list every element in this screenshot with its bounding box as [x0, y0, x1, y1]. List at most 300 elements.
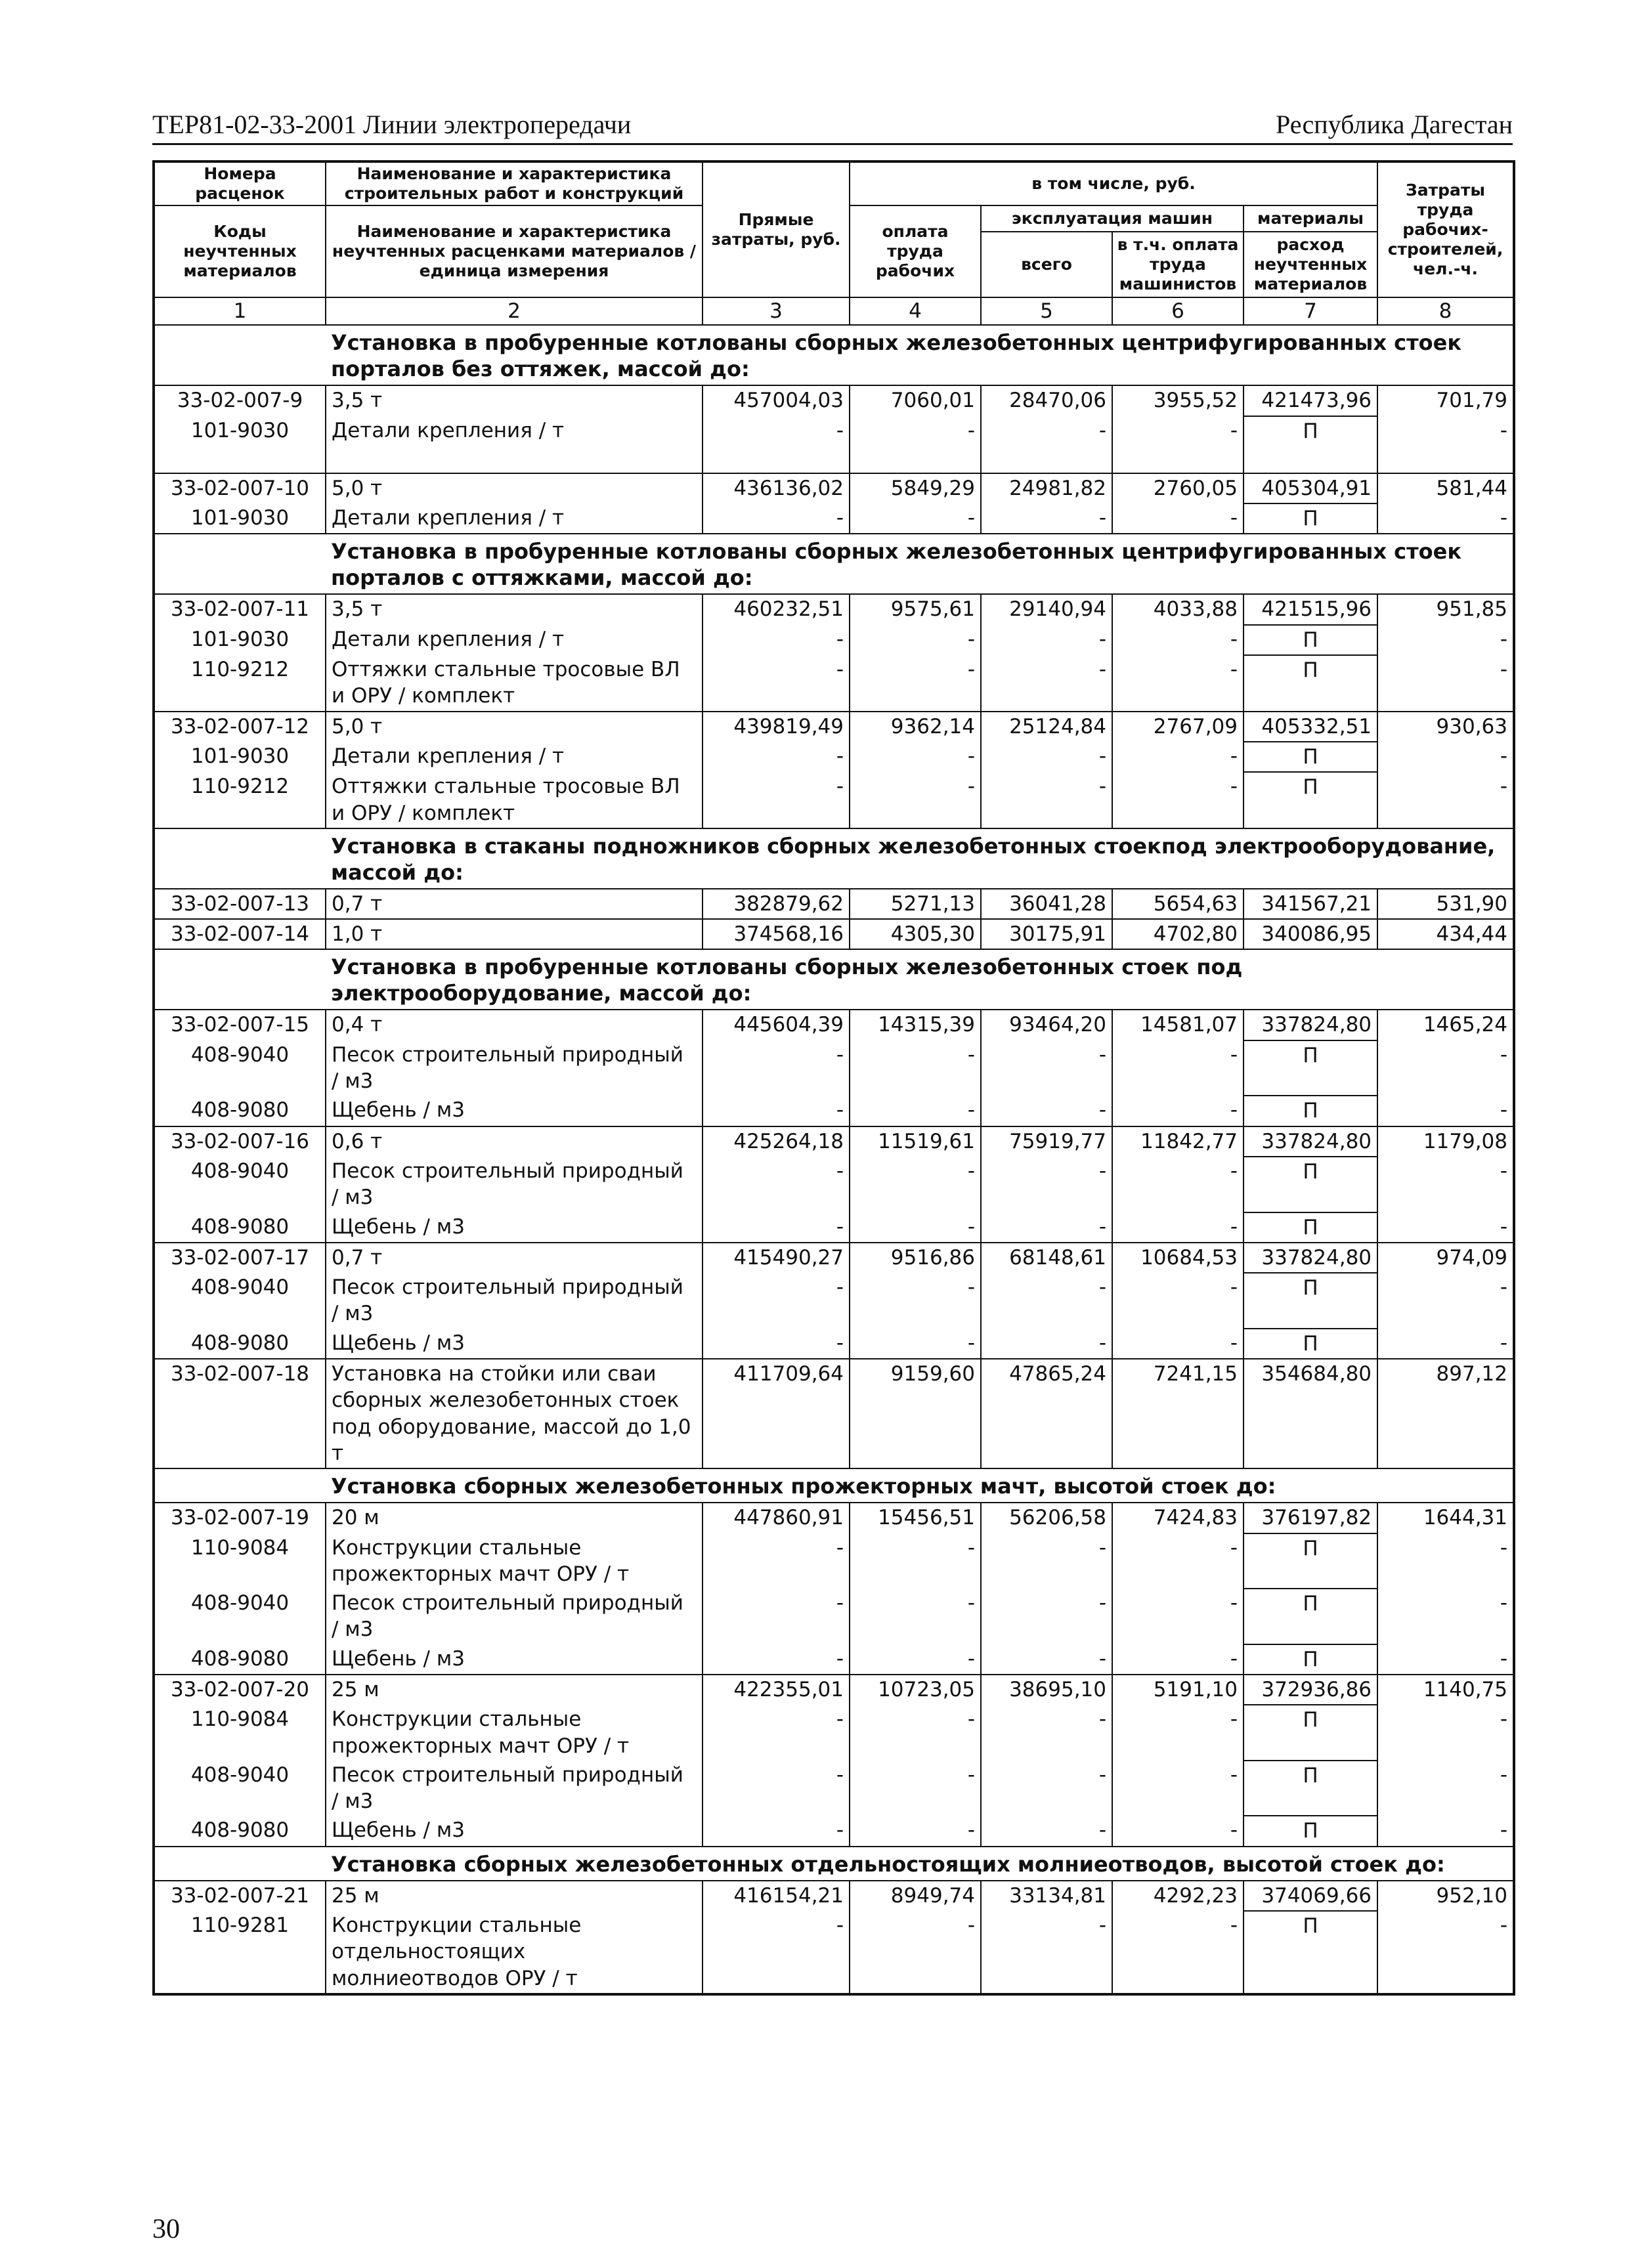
item-name: Щебень / м3: [326, 1096, 703, 1126]
labor-hours: 1465,24: [1377, 1010, 1514, 1040]
spacer-cell: [1112, 446, 1244, 473]
material-row: [154, 1157, 1514, 1212]
labor-hours: -: [1377, 1096, 1514, 1126]
machines-total: -: [981, 742, 1112, 772]
item-name: 25 м: [326, 1675, 703, 1705]
column-number: 4: [850, 297, 981, 325]
direct-costs: 460232,51: [703, 594, 850, 624]
rate-row: [154, 712, 1514, 742]
direct-costs: -: [703, 1911, 850, 1994]
machinist-pay: -: [1112, 1329, 1244, 1359]
column-number: 5: [981, 297, 1112, 325]
worker-pay: -: [850, 1816, 981, 1846]
direct-costs: 425264,18: [703, 1126, 850, 1157]
section-heading-row: [154, 534, 1514, 594]
direct-costs: -: [703, 1157, 850, 1212]
rate-code: 110-9212: [154, 655, 326, 712]
item-name: 3,5 т: [326, 594, 703, 624]
worker-pay: -: [850, 1911, 981, 1994]
header-material-codes: Коды неучтенных материалов: [154, 205, 326, 297]
material-row: [154, 416, 1514, 446]
item-name: Детали крепления / т: [326, 503, 703, 534]
materials-value: 337824,80: [1244, 1010, 1377, 1040]
machinist-pay: -: [1112, 1212, 1244, 1243]
worker-pay: -: [850, 1761, 981, 1816]
section-heading-row: [154, 325, 1514, 385]
material-row: [154, 1212, 1514, 1243]
rate-code: 101-9030: [154, 416, 326, 446]
direct-costs: 457004,03: [703, 385, 850, 416]
header-material-name: Наименование и характеристика неучтенных расценками материалов / единица измерения: [326, 205, 703, 297]
labor-hours: -: [1377, 1644, 1514, 1675]
machinist-pay: -: [1112, 625, 1244, 655]
rate-code: 101-9030: [154, 625, 326, 655]
machinist-pay: 4702,80: [1112, 919, 1244, 949]
rate-code: 33-02-007-21: [154, 1881, 326, 1911]
worker-pay: -: [850, 772, 981, 828]
labor-hours: -: [1377, 1761, 1514, 1816]
materials-value: 421515,96: [1244, 594, 1377, 624]
item-name: Песок строительный природный / м3: [326, 1273, 703, 1329]
rate-code: 33-02-007-19: [154, 1503, 326, 1533]
item-name: Установка на стойки или сваи сборных железобетонных стоек под оборудование, массой до 1,0 т: [326, 1359, 703, 1468]
worker-pay: -: [850, 416, 981, 446]
worker-pay: -: [850, 1533, 981, 1589]
column-number: 2: [326, 297, 703, 325]
rate-code: 408-9040: [154, 1589, 326, 1644]
worker-pay: -: [850, 1273, 981, 1329]
item-name: 5,0 т: [326, 473, 703, 503]
machinist-pay: 4033,88: [1112, 594, 1244, 624]
direct-costs: -: [703, 416, 850, 446]
material-row: [154, 1273, 1514, 1329]
item-name: 0,7 т: [326, 889, 703, 919]
rate-code: 33-02-007-13: [154, 889, 326, 919]
header-machines-total: всего: [981, 232, 1112, 297]
rate-row: [154, 1359, 1514, 1468]
rate-row: [154, 1503, 1514, 1533]
item-name: 0,7 т: [326, 1243, 703, 1273]
machines-total: 56206,58: [981, 1503, 1112, 1533]
labor-hours: 951,85: [1377, 594, 1514, 624]
worker-pay: -: [850, 1157, 981, 1212]
labor-hours: -: [1377, 772, 1514, 828]
worker-pay: 9159,60: [850, 1359, 981, 1468]
section-spacer-cell: [154, 1847, 326, 1881]
running-header: [152, 105, 1513, 145]
machines-total: -: [981, 1816, 1112, 1846]
page-number: 30: [152, 2214, 180, 2244]
machines-total: 33134,81: [981, 1881, 1112, 1911]
direct-costs: 439819,49: [703, 712, 850, 742]
rate-code: 33-02-007-10: [154, 473, 326, 503]
machines-total: 93464,20: [981, 1010, 1112, 1040]
labor-hours: 930,63: [1377, 712, 1514, 742]
worker-pay: 4305,30: [850, 919, 981, 949]
header-work-name: Наименование и характеристика строительных работ и конструкций: [326, 161, 703, 205]
spacer-cell: [981, 446, 1112, 473]
machines-total: 36041,28: [981, 889, 1112, 919]
spacer-cell: [703, 446, 850, 473]
header-rate-numbers: Номера расценок: [154, 161, 326, 205]
direct-costs: -: [703, 1816, 850, 1846]
materials-value: 374069,66: [1244, 1881, 1377, 1911]
materials-value: П: [1244, 742, 1377, 772]
materials-value: 341567,21: [1244, 889, 1377, 919]
direct-costs: -: [703, 1589, 850, 1644]
rate-row: [154, 1881, 1514, 1911]
labor-hours: -: [1377, 1329, 1514, 1359]
rate-code: 33-02-007-15: [154, 1010, 326, 1040]
machines-total: -: [981, 1705, 1112, 1761]
materials-value: 337824,80: [1244, 1243, 1377, 1273]
direct-costs: 416154,21: [703, 1881, 850, 1911]
machines-total: -: [981, 1911, 1112, 1994]
section-spacer-cell: [154, 949, 326, 1010]
machinist-pay: 5654,63: [1112, 889, 1244, 919]
rate-code: 101-9030: [154, 742, 326, 772]
spacer-cell: [1377, 446, 1514, 473]
labor-hours: 974,09: [1377, 1243, 1514, 1273]
machinist-pay: -: [1112, 1705, 1244, 1761]
machines-total: 24981,82: [981, 473, 1112, 503]
machinist-pay: 10684,53: [1112, 1243, 1244, 1273]
worker-pay: -: [850, 1212, 981, 1243]
item-name: Детали крепления / т: [326, 416, 703, 446]
machinist-pay: -: [1112, 655, 1244, 712]
machinist-pay: -: [1112, 503, 1244, 534]
material-row: [154, 1644, 1514, 1675]
worker-pay: -: [850, 1705, 981, 1761]
item-name: Оттяжки стальные тросовые ВЛ и ОРУ / комплект: [326, 772, 703, 828]
rate-row: [154, 1010, 1514, 1040]
labor-hours: -: [1377, 1533, 1514, 1589]
item-name: Конструкции стальные прожекторных мачт ОРУ / т: [326, 1533, 703, 1589]
machinist-pay: -: [1112, 742, 1244, 772]
machines-total: -: [981, 655, 1112, 712]
rate-row: [154, 1675, 1514, 1705]
column-number: 7: [1244, 297, 1377, 325]
item-name: Песок строительный природный / м3: [326, 1040, 703, 1096]
labor-hours: -: [1377, 1040, 1514, 1096]
materials-value: П: [1244, 1644, 1377, 1675]
section-spacer-cell: [154, 325, 326, 385]
materials-value: П: [1244, 503, 1377, 534]
machinist-pay: 3955,52: [1112, 385, 1244, 416]
material-row: [154, 742, 1514, 772]
materials-value: П: [1244, 1329, 1377, 1359]
rates-table: [152, 160, 1515, 1996]
machinist-pay: 2767,09: [1112, 712, 1244, 742]
machines-total: -: [981, 503, 1112, 534]
machinist-pay: 4292,23: [1112, 1881, 1244, 1911]
machines-total: -: [981, 1589, 1112, 1644]
materials-value: П: [1244, 1761, 1377, 1816]
section-heading: Установка сборных железобетонных прожекторных мачт, высотой стоек до:: [326, 1468, 1514, 1503]
machines-total: -: [981, 1096, 1112, 1126]
machinist-pay: -: [1112, 1533, 1244, 1589]
item-name: Щебень / м3: [326, 1212, 703, 1243]
direct-costs: 445604,39: [703, 1010, 850, 1040]
spacer-cell: [850, 446, 981, 473]
header-machinist-pay: в т.ч. оплата труда машинистов: [1112, 232, 1244, 297]
machines-total: 25124,84: [981, 712, 1112, 742]
item-name: Песок строительный природный / м3: [326, 1157, 703, 1212]
labor-hours: 531,90: [1377, 889, 1514, 919]
labor-hours: -: [1377, 1705, 1514, 1761]
worker-pay: 7060,01: [850, 385, 981, 416]
worker-pay: 8949,74: [850, 1881, 981, 1911]
machines-total: -: [981, 1761, 1112, 1816]
worker-pay: -: [850, 1329, 981, 1359]
machines-total: -: [981, 416, 1112, 446]
rate-code: 101-9030: [154, 503, 326, 534]
material-row: [154, 1040, 1514, 1096]
labor-hours: -: [1377, 1589, 1514, 1644]
machinist-pay: -: [1112, 1589, 1244, 1644]
labor-hours: -: [1377, 1816, 1514, 1846]
machines-total: 38695,10: [981, 1675, 1112, 1705]
rate-code: 33-02-007-18: [154, 1359, 326, 1468]
materials-value: 405332,51: [1244, 712, 1377, 742]
materials-value: 340086,95: [1244, 919, 1377, 949]
rate-code: 408-9080: [154, 1329, 326, 1359]
item-name: Оттяжки стальные тросовые ВЛ и ОРУ / комплект: [326, 655, 703, 712]
rate-code: 33-02-007-12: [154, 712, 326, 742]
column-number: 8: [1377, 297, 1514, 325]
item-name: Песок строительный природный / м3: [326, 1589, 703, 1644]
materials-value: 376197,82: [1244, 1503, 1377, 1533]
machines-total: -: [981, 1212, 1112, 1243]
labor-hours: -: [1377, 625, 1514, 655]
column-number: 3: [703, 297, 850, 325]
material-row: [154, 1329, 1514, 1359]
item-name: 0,4 т: [326, 1010, 703, 1040]
labor-hours: -: [1377, 742, 1514, 772]
section-heading: Установка в пробуренные котлованы сборных железобетонных центрифугированных стоек порталов без оттяжек, массой до:: [326, 325, 1514, 385]
worker-pay: 9516,86: [850, 1243, 981, 1273]
material-row: [154, 1533, 1514, 1589]
section-heading-row: [154, 828, 1514, 889]
rate-code: 408-9040: [154, 1157, 326, 1212]
worker-pay: 9362,14: [850, 712, 981, 742]
item-name: 5,0 т: [326, 712, 703, 742]
materials-value: П: [1244, 625, 1377, 655]
direct-costs: -: [703, 772, 850, 828]
rate-code: 33-02-007-20: [154, 1675, 326, 1705]
worker-pay: -: [850, 1644, 981, 1675]
materials-value: П: [1244, 1096, 1377, 1126]
machines-total: -: [981, 1533, 1112, 1589]
header-direct-costs: Прямые затраты, руб.: [703, 161, 850, 297]
materials-value: 405304,91: [1244, 473, 1377, 503]
machines-total: -: [981, 1157, 1112, 1212]
machinist-pay: 5191,10: [1112, 1675, 1244, 1705]
item-name: 20 м: [326, 1503, 703, 1533]
labor-hours: 1140,75: [1377, 1675, 1514, 1705]
direct-costs: -: [703, 1096, 850, 1126]
section-heading-row: [154, 1468, 1514, 1503]
machines-total: 47865,24: [981, 1359, 1112, 1468]
machinist-pay: 7241,15: [1112, 1359, 1244, 1468]
machinist-pay: -: [1112, 1157, 1244, 1212]
section-spacer-cell: [154, 1468, 326, 1503]
materials-value: 354684,80: [1244, 1359, 1377, 1468]
direct-costs: -: [703, 1761, 850, 1816]
direct-costs: -: [703, 1705, 850, 1761]
material-row: [154, 1816, 1514, 1846]
labor-hours: -: [1377, 416, 1514, 446]
material-row: [154, 1705, 1514, 1761]
material-row: [154, 1589, 1514, 1644]
header-materials: материалы: [1244, 205, 1377, 232]
rate-code: 33-02-007-17: [154, 1243, 326, 1273]
machines-total: -: [981, 1040, 1112, 1096]
direct-costs: -: [703, 1329, 850, 1359]
direct-costs: -: [703, 625, 850, 655]
direct-costs: 415490,27: [703, 1243, 850, 1273]
direct-costs: 422355,01: [703, 1675, 850, 1705]
direct-costs: 374568,16: [703, 919, 850, 949]
materials-value: П: [1244, 1911, 1377, 1994]
worker-pay: 15456,51: [850, 1503, 981, 1533]
worker-pay: 14315,39: [850, 1010, 981, 1040]
rate-code: 33-02-007-9: [154, 385, 326, 416]
spacer-row: [154, 446, 1514, 473]
materials-value: П: [1244, 1212, 1377, 1243]
material-row: [154, 1096, 1514, 1126]
worker-pay: 5849,29: [850, 473, 981, 503]
materials-value: П: [1244, 1533, 1377, 1589]
materials-value: 337824,80: [1244, 1126, 1377, 1157]
section-heading: Установка в пробуренные котлованы сборных железобетонных стоек под электрооборудование, массой до:: [326, 949, 1514, 1010]
section-heading: Установка сборных железобетонных отдельностоящих молниеотводов, высотой стоек до:: [326, 1847, 1514, 1881]
machines-total: 28470,06: [981, 385, 1112, 416]
machinist-pay: -: [1112, 1644, 1244, 1675]
worker-pay: 11519,61: [850, 1126, 981, 1157]
rate-code: 33-02-007-14: [154, 919, 326, 949]
direct-costs: -: [703, 1040, 850, 1096]
header-in-total: в том числе, руб.: [850, 161, 1377, 205]
direct-costs: -: [703, 655, 850, 712]
labor-hours: 1644,31: [1377, 1503, 1514, 1533]
labor-hours: 581,44: [1377, 473, 1514, 503]
machines-total: 30175,91: [981, 919, 1112, 949]
machinist-pay: -: [1112, 772, 1244, 828]
spacer-cell: [326, 446, 703, 473]
rate-row: [154, 1243, 1514, 1273]
machines-total: 68148,61: [981, 1243, 1112, 1273]
machines-total: -: [981, 625, 1112, 655]
machinist-pay: -: [1112, 1096, 1244, 1126]
header-labor-costs: Затраты труда рабочих-строителей, чел.-ч.: [1377, 161, 1514, 297]
section-heading: Установка в пробуренные котлованы сборных железобетонных центрифугированных стоек порталов с оттяжками, массой до:: [326, 534, 1514, 594]
labor-hours: 701,79: [1377, 385, 1514, 416]
rate-code: 408-9080: [154, 1816, 326, 1846]
rate-row: [154, 594, 1514, 624]
document-code-title: ТЕР81-02-33-2001 Линии электропередачи: [152, 110, 632, 139]
rate-code: 110-9084: [154, 1705, 326, 1761]
item-name: 3,5 т: [326, 385, 703, 416]
materials-value: 421473,96: [1244, 385, 1377, 416]
machines-total: -: [981, 1273, 1112, 1329]
materials-value: П: [1244, 416, 1377, 446]
machinist-pay: 7424,83: [1112, 1503, 1244, 1533]
machinist-pay: -: [1112, 416, 1244, 446]
item-name: 0,6 т: [326, 1126, 703, 1157]
header-material-consumption: расход неучтенных материалов: [1244, 232, 1377, 297]
rate-code: 110-9212: [154, 772, 326, 828]
direct-costs: 436136,02: [703, 473, 850, 503]
material-row: [154, 1761, 1514, 1816]
section-heading: Установка в стаканы подножников сборных железобетонных стоекпод электрооборудование, массой до:: [326, 828, 1514, 889]
machines-total: -: [981, 1644, 1112, 1675]
rate-code: 408-9040: [154, 1273, 326, 1329]
header-machines: эксплуатация машин: [981, 205, 1244, 232]
worker-pay: -: [850, 503, 981, 534]
rate-code: 110-9281: [154, 1911, 326, 1994]
worker-pay: 9575,61: [850, 594, 981, 624]
item-name: Щебень / м3: [326, 1329, 703, 1359]
region-name: Республика Дагестан: [1276, 110, 1513, 139]
rate-row: [154, 1126, 1514, 1157]
worker-pay: -: [850, 1096, 981, 1126]
worker-pay: -: [850, 625, 981, 655]
machinist-pay: -: [1112, 1040, 1244, 1096]
item-name: 1,0 т: [326, 919, 703, 949]
item-name: Конструкции стальные отдельностоящих молниеотводов ОРУ / т: [326, 1911, 703, 1994]
machinist-pay: -: [1112, 1911, 1244, 1994]
direct-costs: 382879,62: [703, 889, 850, 919]
direct-costs: -: [703, 742, 850, 772]
materials-value: П: [1244, 1157, 1377, 1212]
item-name: Щебень / м3: [326, 1644, 703, 1675]
labor-hours: 1179,08: [1377, 1126, 1514, 1157]
rates-table-body: [154, 325, 1514, 1994]
direct-costs: 447860,91: [703, 1503, 850, 1533]
worker-pay: -: [850, 1589, 981, 1644]
worker-pay: -: [850, 655, 981, 712]
machines-total: 29140,94: [981, 594, 1112, 624]
machinist-pay: -: [1112, 1816, 1244, 1846]
labor-hours: 434,44: [1377, 919, 1514, 949]
rate-code: 33-02-007-11: [154, 594, 326, 624]
section-spacer-cell: [154, 534, 326, 594]
labor-hours: -: [1377, 655, 1514, 712]
materials-value: П: [1244, 1040, 1377, 1096]
labor-hours: -: [1377, 1911, 1514, 1994]
section-heading-row: [154, 949, 1514, 1010]
section-heading-row: [154, 1847, 1514, 1881]
column-number: 6: [1112, 297, 1244, 325]
materials-value: П: [1244, 655, 1377, 712]
item-name: 25 м: [326, 1881, 703, 1911]
labor-hours: -: [1377, 1212, 1514, 1243]
materials-value: П: [1244, 772, 1377, 828]
labor-hours: -: [1377, 1157, 1514, 1212]
rate-code: 408-9040: [154, 1040, 326, 1096]
labor-hours: -: [1377, 503, 1514, 534]
worker-pay: 10723,05: [850, 1675, 981, 1705]
direct-costs: -: [703, 1273, 850, 1329]
direct-costs: 411709,64: [703, 1359, 850, 1468]
machines-total: -: [981, 1329, 1112, 1359]
section-spacer-cell: [154, 828, 326, 889]
machinist-pay: 11842,77: [1112, 1126, 1244, 1157]
material-row: [154, 655, 1514, 712]
materials-value: П: [1244, 1705, 1377, 1761]
worker-pay: -: [850, 1040, 981, 1096]
